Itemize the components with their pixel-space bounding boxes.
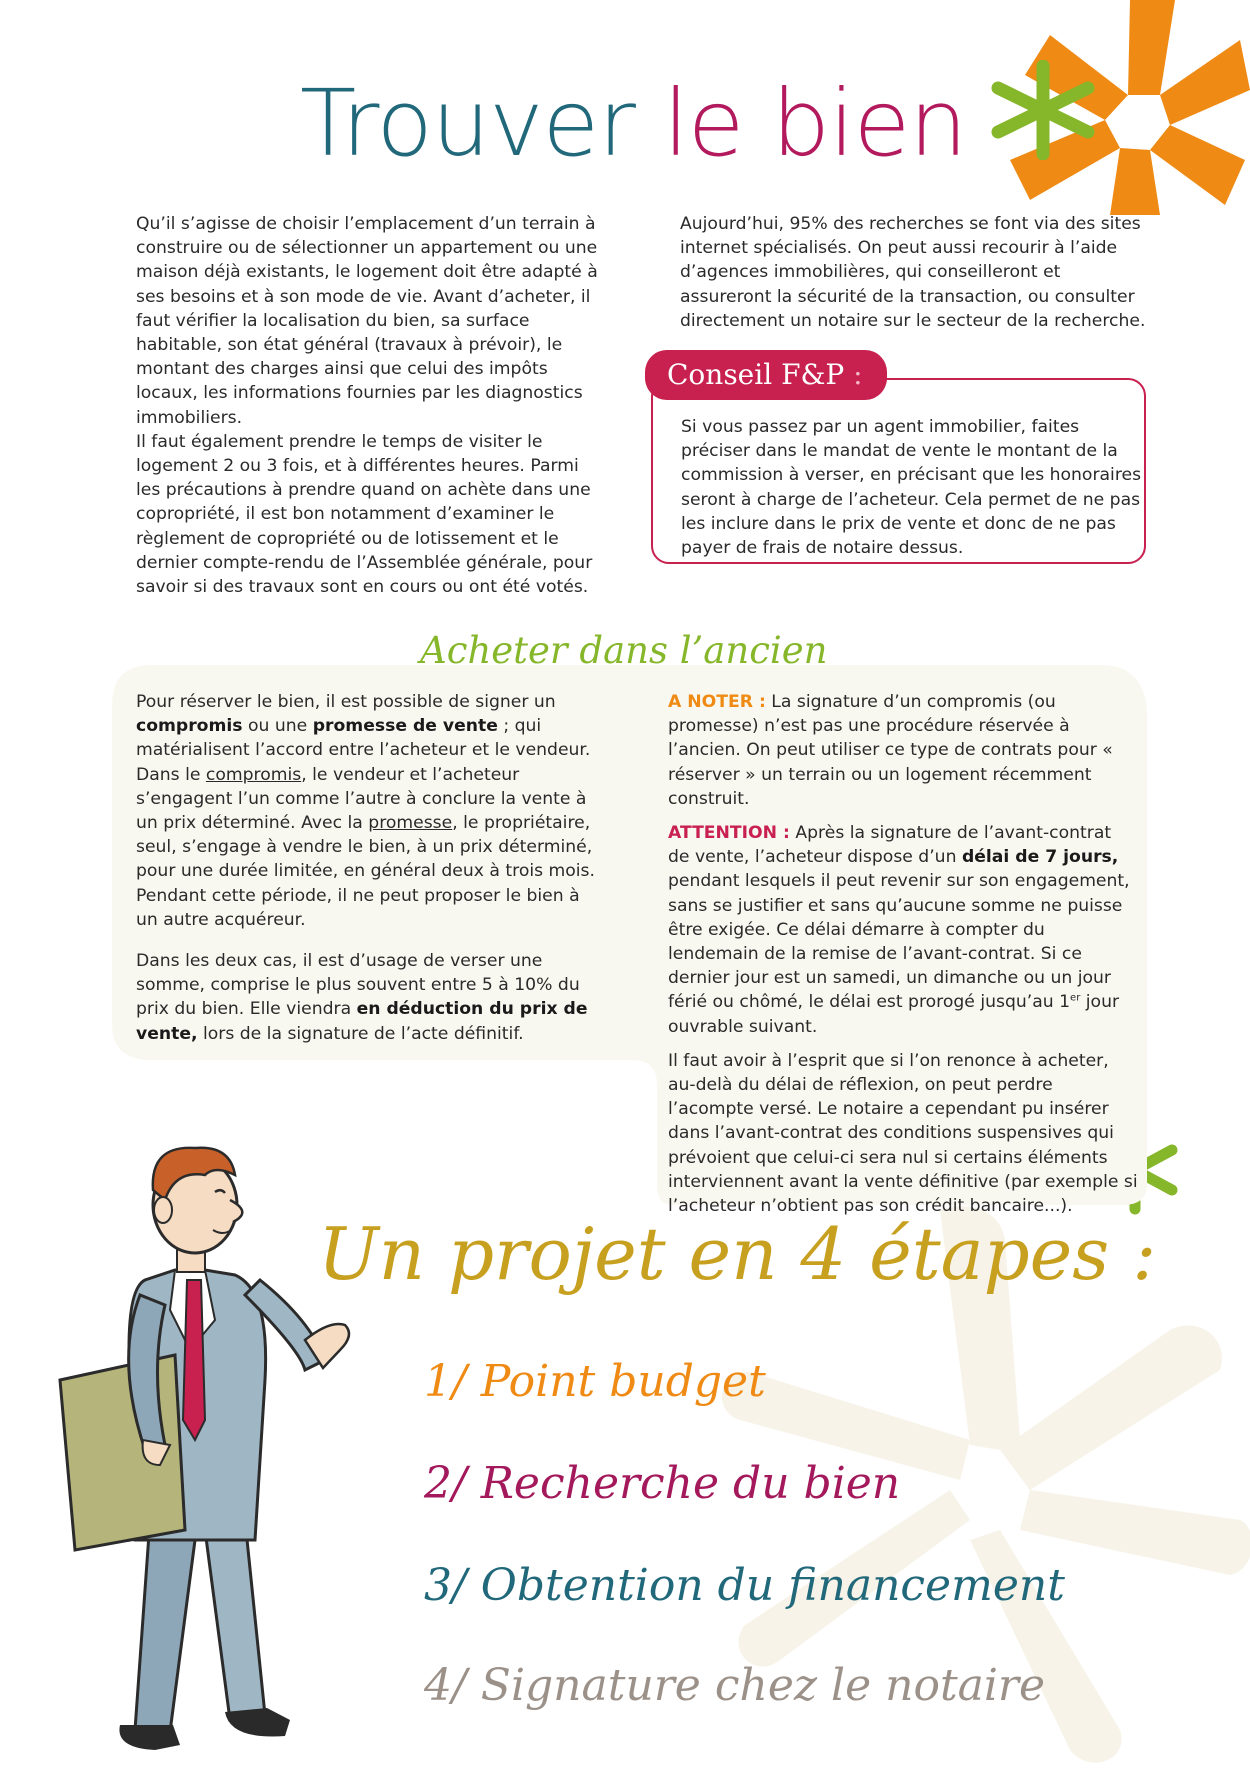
green-asterisk-icon bbox=[988, 60, 1098, 160]
ancien-column-right bbox=[668, 690, 1138, 1228]
ancien-title: Acheter dans l’ancien bbox=[420, 629, 828, 672]
ancien-paragraph-1 bbox=[136, 690, 596, 932]
conseil-label-colon: : bbox=[844, 358, 863, 391]
title-part1: Trouver bbox=[300, 70, 635, 177]
p1-text-c: ou une bbox=[242, 716, 313, 737]
p1-text-d: ; qui matérialisent l’accord entre l’acheteur et le vendeur. Dans le bbox=[136, 716, 591, 785]
p2-bold: en déduction du prix de vente, bbox=[136, 999, 588, 1044]
step-1: 1/ Point budget bbox=[424, 1356, 766, 1407]
attention-text-c: pendant lesquels il peut revenir sur son engagement, sans se justifier et sans qu’aucune somme ne puisse être exigée. Ce délai démarre à compter du lendemain de la remise de l’avant-contrat. Si ce dernier jour est un samedi, un dimanche ou un jour férié ou chômé, le délai est prorogé jusqu’au 1 bbox=[668, 871, 1130, 1013]
step-4: 4/ Signature chez le notaire bbox=[424, 1660, 1046, 1711]
attention-sup: er bbox=[1070, 992, 1081, 1004]
p1-underline-promesse: promesse bbox=[368, 813, 453, 834]
intro-column-left bbox=[136, 212, 606, 599]
p2-text-a: Dans les deux cas, il est d’usage de verser une somme, comprise le plus souvent entre 5 à 10% du prix du bien. Elle viendra bbox=[136, 951, 580, 1020]
p1-text-e: , le vendeur et l’acheteur s’engagent l’un comme l’autre à conclure la vente à un prix déterminé. Avec la bbox=[136, 764, 587, 834]
intro-paragraph-2: Il faut également prendre le temps de visiter le logement 2 ou 3 fois, et à différentes heures. Parmi les précautions à prendre quand on achète dans une copropriété, il est bon notamment d’examiner le règlement de copropriété ou de lotissement et le dernier compte-rendu de l’Assemblée générale, pour savoir si des travaux sont en cours ou ont été votés. bbox=[136, 431, 593, 598]
attention-text-a: Après la signature de l’avant-contrat de vente, l’acheteur dispose d’un bbox=[668, 823, 1112, 868]
attention-text-d: jour ouvrable suivant. bbox=[668, 992, 1120, 1037]
intro-paragraph-3: Aujourd’hui, 95% des recherches se font via des sites internet spécialisés. On peut aussi recourir à l’aide d’agences immobilières, qui conseilleront et assureront la sécurité de la transaction, ou consulter directement un notaire sur le secteur de la recherche. bbox=[680, 214, 1146, 331]
step-3: 3/ Obtention du financement bbox=[424, 1560, 1065, 1611]
step-2: 2/ Recherche du bien bbox=[424, 1458, 901, 1509]
attention-label: ATTENTION : bbox=[668, 823, 790, 844]
page-title bbox=[300, 70, 967, 177]
p1-bold-promesse: promesse de vente bbox=[312, 716, 498, 737]
intro-column-right bbox=[680, 212, 1150, 333]
p1-text-f: , le propriétaire, seul, s’engage à vendre le bien, à un prix déterminé, pour une durée limitée, en général deux à trois mois. Pendant cette période, il ne peut proposer le bien à un autre acquéreur. bbox=[136, 813, 595, 930]
conseil-label bbox=[645, 350, 887, 400]
conseil-label-text: Conseil F&P bbox=[667, 358, 845, 391]
p1-underline-compromis: compromis bbox=[205, 764, 302, 785]
noter-label: A NOTER : bbox=[668, 692, 766, 712]
noter-text: La signature d’un compromis (ou promesse) n’est pas une procédure réservée à l’ancien. On peut utiliser ce type de contrats pour « réserver » un terrain ou un logement récemment construit. bbox=[668, 692, 1113, 809]
projet-title: Un projet en 4 étapes : bbox=[318, 1212, 1157, 1296]
title-part2: le bien bbox=[663, 70, 967, 177]
p1-text-a: Pour réserver le bien, il est possible de signer un bbox=[136, 692, 556, 712]
ancien-paragraph-2 bbox=[136, 949, 596, 1046]
p1-bold-compromis: compromis bbox=[136, 716, 243, 737]
attention-paragraph bbox=[668, 821, 1138, 1039]
last-paragraph: Il faut avoir à l’esprit que si l’on renonce à acheter, au-delà du délai de réflexion, on peut perdre l’acompte versé. Le notaire a cependant pu insérer dans l’avant-contrat des conditions suspensives qui prévoient que celui-ci sera nul si certains éléments interviennent avant la vente définitive (par exemple si l’acheteur n’obtient pas son crédit bancaire...). bbox=[668, 1050, 1138, 1217]
p2-text-c: lors de la signature de l’acte définitif. bbox=[197, 1023, 524, 1044]
noter-paragraph bbox=[668, 690, 1138, 811]
attention-bold: délai de 7 jours, bbox=[961, 847, 1119, 868]
ancien-column-left bbox=[136, 690, 596, 1063]
intro-paragraph-1: Qu’il s’agisse de choisir l’emplacement d’un terrain à construire ou de sélectionner un appartement ou une maison déjà existants, le logement doit être adapté à ses besoins et à son mode de vie. Avant d’acheter, il faut vérifier la localisation du bien, sa surface habitable, son état général (travaux à prévoir), le montant des charges ainsi que celui des impôts locaux, les informations fournies par les diagnostics immobiliers. bbox=[136, 214, 598, 428]
conseil-text: Si vous passez par un agent immobilier, faites préciser dans le mandat de vente le montant de la commission à verser, en précisant que les honoraires seront à charge de l’acheteur. Cela permet de ne pas les inclure dans le prix de vente et donc de ne pas payer de frais de notaire dessus. bbox=[681, 417, 1142, 559]
